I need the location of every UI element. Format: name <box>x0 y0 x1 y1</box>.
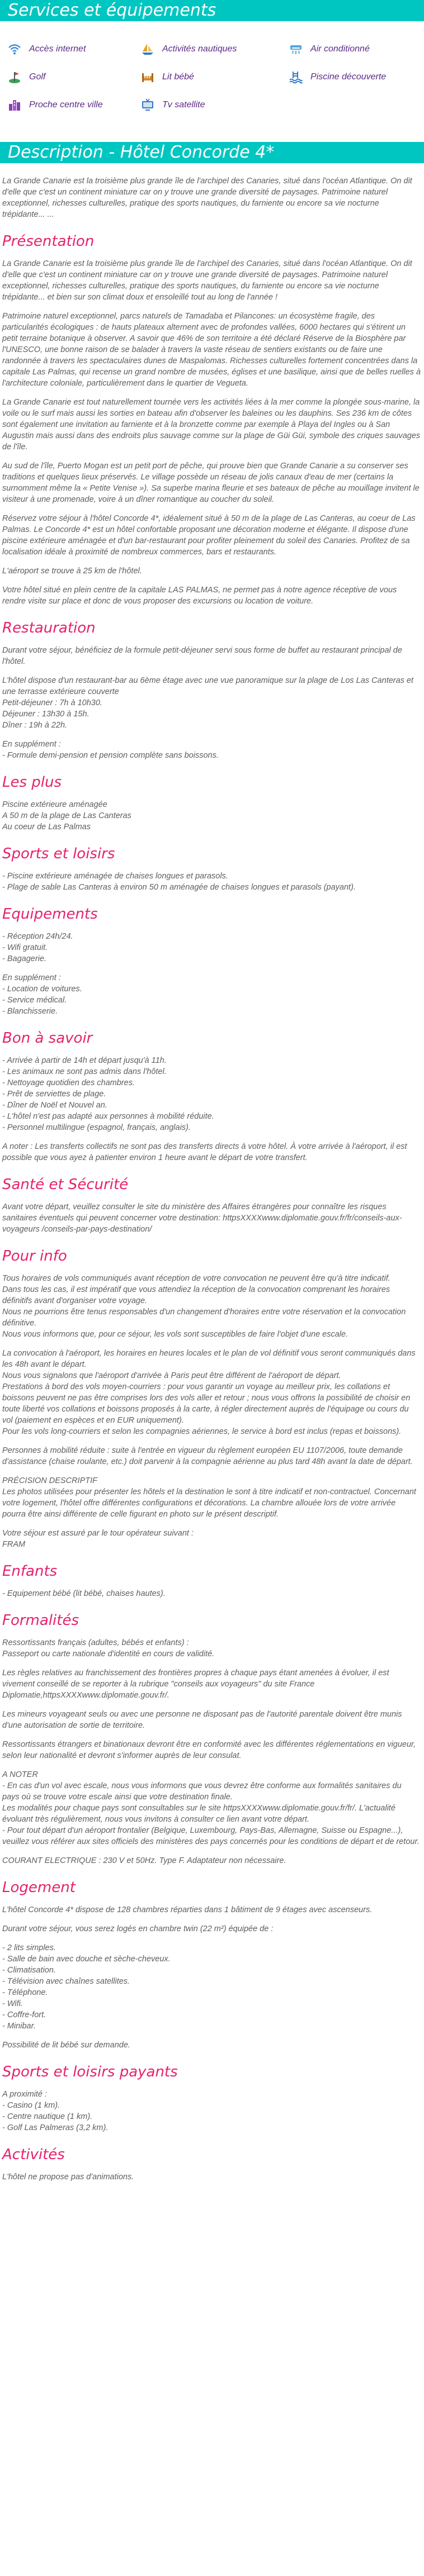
section-logement <box>2 1879 421 2051</box>
text-line: - Réception 24h/24. <box>2 932 73 941</box>
service-label: Activités nautiques <box>162 44 237 54</box>
service-label: Accès internet <box>29 44 86 54</box>
nautical-icon <box>141 42 154 56</box>
section-pour-info <box>2 1247 421 1550</box>
text-line: Petit-déjeuner : 7h à 10h30. <box>2 698 102 707</box>
text-line: Piscine extérieure aménagée <box>2 800 107 809</box>
paragraph <box>2 931 421 964</box>
baby-bed-icon <box>141 70 154 84</box>
text-line: Nous ne pourrions être tenus responsables d'un changement d'horaires entre votre réservation et la convocation définitive. <box>2 1308 406 1328</box>
service-label: Air conditionné <box>310 44 370 54</box>
text-line: Nous vous signalons que l'aéroport d'arrivée à Paris peut être différent de l'aéroport de départ. <box>2 1371 341 1380</box>
text-line: En supplément : <box>2 740 61 749</box>
golf-icon <box>8 70 21 84</box>
paragraph <box>2 1904 421 1916</box>
text-line: L'hôtel ne propose pas d'animations. <box>2 2173 134 2181</box>
paragraph <box>2 584 421 607</box>
text-line: - Arrivée à partir de 14h et départ jusqu'à 11h. <box>2 1056 167 1065</box>
text-line: - Service médical. <box>2 996 67 1005</box>
text-line: Au sud de l'île, Puerto Mogan est un petit port de pêche, qui prouve bien que Grande Canarie a su conserver ses traditions et quelques lieux préservés. Le village possède un réseau de jolis canaux d'eau de mer (certains la surnomment même la « Petite Venise »). Sa superbe marina fleurie et ses bateaux de pêche au mouillage invitent le visiteur à une promenade, voire à un dîner romantique au coucher du soleil. <box>2 462 420 504</box>
section-sports-et-loisirs <box>2 845 421 893</box>
paragraph <box>2 1055 421 1133</box>
paragraph <box>2 1739 421 1761</box>
section-formalites <box>2 1612 421 1866</box>
paragraph <box>2 513 421 558</box>
paragraph <box>2 460 421 505</box>
text-line: FRAM <box>2 1540 26 1549</box>
text-line: - Wifi. <box>2 1999 23 2008</box>
paragraph <box>2 311 421 389</box>
section-title: Equipements <box>2 906 98 923</box>
service-baby-bed <box>141 65 289 89</box>
paragraph <box>2 1709 421 1731</box>
section-title: Sports et loisirs payants <box>2 2064 178 2080</box>
section-title: Enfants <box>2 1563 58 1580</box>
service-city-center <box>8 93 141 117</box>
section-activites <box>2 2146 421 2183</box>
text-line: - En cas d'un vol avec escale, nous vous informons que vous devrez être conforme aux formalités sanitaires du pays où se trouve votre escale ainsi que votre destination finale. <box>2 1781 402 1802</box>
paragraph <box>2 565 421 577</box>
service-label: Lit bébé <box>162 72 194 82</box>
paragraph <box>2 675 421 731</box>
paragraph <box>2 1855 421 1866</box>
text-line: Les photos utilisées pour présenter les hôtels et la destination le sont à titre indicatif et non-contractuel. Concernant votre logement, l'hôtel offre différentes configurations et décorations. La chambre allouée lors de votre arrivée pourra être ainsi différente de celle figurant en photo sur le présent descriptif. <box>2 1487 416 1519</box>
text-line: - Prêt de serviettes de plage. <box>2 1090 106 1099</box>
text-line: La Grande Canarie est tout naturellement tournée vers les activités liées à la mer comme la plongée sous-marine, la voile ou le surf mais aussi les sorties en bateau afin d'observer les baleines ou les dauphins. Ses 236 km de côtes sont également une invitation au farniente et à la bronzette comme par exemple à Playa del Ingles ou à San Augustin mais aussi dans des endroits plus sauvage comme sur la plage de Güi Güi, symbole des criques sauvages de l'île. <box>2 398 421 451</box>
section-title: Activités <box>2 2146 65 2163</box>
service-pool <box>289 65 423 89</box>
service-golf <box>8 65 141 89</box>
paragraph <box>2 1942 421 2032</box>
text-line: Dans tous les cas, il est impératif que vous attendiez la réception de la convocation comprenant les horaires définitifs avant d'organiser votre voyage. <box>2 1285 390 1305</box>
text-line: Pour les vols long-courriers et selon les compagnies aériennes, le service à bord est inclus (repas et boissons). <box>2 1427 402 1436</box>
text-line: - Téléphone. <box>2 1988 48 1997</box>
tv-icon <box>141 98 154 112</box>
text-line: A 50 m de la plage de Las Canteras <box>2 811 131 820</box>
text-line: Tous horaires de vols communiqués avant réception de votre convocation ne peuvent être qu'à titre indicatif. <box>2 1274 390 1283</box>
paragraph <box>2 645 421 667</box>
paragraph <box>2 2171 421 2183</box>
text-line: Votre hôtel situé en plein centre de la capitale LAS PALMAS, ne permet pas à notre agence réceptive de vous rendre visite sur place et donc de vous proposer des excursions ou location de voiture. <box>2 586 397 606</box>
paragraph <box>2 1475 421 1520</box>
section-title: Sports et loisirs <box>2 845 115 862</box>
section-enfants <box>2 1562 421 1599</box>
paragraph <box>2 871 421 893</box>
text-line: Les mineurs voyageant seuls ou avec une personne ne disposant pas de l'autorité parentale doivent être munis d'une autorisation de sortie de territoire. <box>2 1710 402 1730</box>
text-line: - Plage de sable Las Canteras à environ 50 m aménagée de chaises longues et parasols (payant). <box>2 883 356 892</box>
service-internet <box>8 37 141 61</box>
service-label: Proche centre ville <box>29 100 103 110</box>
service-tv <box>141 93 289 117</box>
section-bon-a-savoir <box>2 1029 421 1163</box>
section-equipements <box>2 905 421 1017</box>
text-line: L'hôtel Concorde 4* dispose de 128 chambres réparties dans 1 bâtiment de 9 étages avec ascenseurs. <box>2 1905 373 1914</box>
paragraph <box>2 1445 421 1467</box>
text-line: Déjeuner : 13h30 à 15h. <box>2 710 89 719</box>
text-line: Ressortissants français (adultes, bébés et enfants) : <box>2 1638 189 1647</box>
paragraph <box>2 972 421 1017</box>
description-header: Description - Hôtel Concorde 4* <box>0 142 424 163</box>
text-line: La Grande Canarie est la troisième plus grande île de l'archipel des Canaries, situé dans l'océan Atlantique. On dit d'elle que c'est un continent miniature car on y trouve une grande diversité de paysages. Patrimoine naturel exceptionnel, richesses culturelles, pratique des sports nautiques, du farniente ou encore sa vie nocturne trépidante... et bien sur son climat doux et ensoleillé tout au long de l'année ! <box>2 259 412 302</box>
paragraph <box>2 2040 421 2051</box>
text-line: A noter : Les transferts collectifs ne sont pas des transferts directs à votre hôtel. À votre arrivée à l'aéroport, il est possible que vous ayez à patienter environ 1 heure avant le départ de votre transfert. <box>2 1142 407 1162</box>
services-header: Services et équipements <box>0 0 424 21</box>
text-line: Possibilité de lit bébé sur demande. <box>2 2041 130 2050</box>
paragraph <box>2 1201 421 1235</box>
text-line: COURANT ELECTRIQUE : 230 V et 50Hz. Type F. Adaptateur non nécessaire. <box>2 1856 286 1865</box>
paragraph <box>2 1348 421 1437</box>
text-line: - L'hôtel n'est pas adapté aux personnes à mobilité réduite. <box>2 1112 214 1121</box>
section-title: Présentation <box>2 233 95 250</box>
text-line: En supplément : <box>2 973 61 982</box>
text-line: Avant votre départ, veuillez consulter le site du ministère des Affaires étrangères pour connaître les risques sanitaires éventuels qui peuvent concerner votre destination: httpsXXXXwww.diplomatie.gouv.fr/fr/conseils-aux-voyageurs /conseils-par-pays-destination/ <box>2 1203 402 1234</box>
text-line: - Formule demi-pension et pension complète sans boissons. <box>2 751 219 760</box>
description-content <box>0 163 424 2183</box>
text-line: Patrimoine naturel exceptionnel, parcs naturels de Tamadaba et Pilancones: un écosystème fragile, des particularités écologiques : de hauts plateaux alternent avec de profondes vallées, 6000 hectares qui s'étirent un petit terraine botanique à observer. A savoir que 46% de son territoire a été déclaré Réserve de la Biosphère par l'UNESCO, une bonne raison de se balader à travers la vaste réseau de sentiers existants ou de faire une randonnée à travers les spectaculaires dunes de Maspalomas. Richesses culturelles fortement concentrées dans la capitale Las Palmas, qui recense un grand nombre de musées, églises et une basilique, ainsi que de belles ruelles à l'architecture coloniale, particulièrement dans le quartier de Vegueta. <box>2 312 421 388</box>
service-nautical <box>141 37 289 61</box>
text-line: - Blanchisserie. <box>2 1007 58 1016</box>
text-line: Prestations à bord des vols moyen-courriers : pour vous garantir un voyage au meilleur prix, les collations et boissons peuvent ne pas être comprises lors des vols aller et retour ; nous vous offrons la possibilité de choisir en toute liberté vos collations et boissons proposés à la carte, à régler directement auprès de l'équipage ou cours du vol (paiement en espèces et en EUR uniquement). <box>2 1382 411 1425</box>
text-line: - Coffre-fort. <box>2 2011 46 2019</box>
text-line: Dîner : 19h à 22h. <box>2 721 68 730</box>
text-line: Durant votre séjour, vous serez logés en chambre twin (22 m²) équipée de : <box>2 1924 274 1933</box>
text-line: - Bagagerie. <box>2 954 46 963</box>
paragraph <box>2 1667 421 1701</box>
section-les-plus <box>2 773 421 833</box>
text-line: Les modalités pour chaque pays sont consultables sur le site httpsXXXXwww.diplomatie.gouv.fr/fr/. L'actualité évoluant très régulièrement, nous vous invitons à consulter ce lien avant votre départ. <box>2 1804 395 1824</box>
services-grid <box>0 21 424 121</box>
text-line: Durant votre séjour, bénéficiez de la formule petit-déjeuner servi sous forme de buffet au restaurant principal de l'hôtel. <box>2 646 402 666</box>
section-restauration <box>2 619 421 761</box>
text-line: Réservez votre séjour à l'hôtel Concorde 4*, idéalement situé à 50 m de la plage de Las Canteras, au coeur de Las Palmas. Le Concorde 4* est un hôtel confortable proposant une décoration moderne et élégante. Il dispose d'une piscine extérieure aménagée et d'un bar-restaurant pour profiter pleinement du soleil des Canaries. Profitez de sa localisation idéale à proximité de nombreux commerces, bars et restaurants. <box>2 514 416 557</box>
section-presentation <box>2 232 421 607</box>
paragraph <box>2 1141 421 1163</box>
paragraph <box>2 1588 421 1599</box>
paragraph <box>2 1923 421 1935</box>
paragraph <box>2 1637 421 1660</box>
paragraph <box>2 1273 421 1340</box>
text-line: - Piscine extérieure aménagée de chaises longues et parasols. <box>2 872 228 881</box>
text-line: Les règles relatives au franchissement des frontières propres à chaque pays étant amenées à évoluer, il est vivement conseillé de se reporter à la rubrique "conseils aux voyageurs" du site France Diplomatie,httpsXXXXwww.diplomatie.gouv.fr/. <box>2 1669 389 1700</box>
section-title: Restauration <box>2 620 96 636</box>
section-title: Logement <box>2 1879 76 1896</box>
paragraph <box>2 397 421 453</box>
text-line: - Salle de bain avec douche et sèche-cheveux. <box>2 1955 171 1964</box>
text-line: - Centre nautique (1 km). <box>2 2112 93 2121</box>
text-line: Personnes à mobilité réduite : suite à l'entrée en vigueur du règlement européen EU 1107/2006, toute demande d'assistance (chaise roulante, etc.) doit parvenir à la compagnie aérienne au plus tard 48h avant la date de départ. <box>2 1446 413 1466</box>
text-line: - Wifi gratuit. <box>2 943 48 952</box>
section-sports-et-loisirs-payants <box>2 2063 421 2133</box>
text-line: Passeport ou carte nationale d'identité en cours de validité. <box>2 1650 215 1658</box>
text-line: L'hôtel dispose d'un restaurant-bar au 6ème étage avec une vue panoramique sur la plage de Los Las Canteras et une terrasse extérieure couverte <box>2 676 414 696</box>
city-center-icon <box>8 98 21 112</box>
text-line: A NOTER <box>2 1770 38 1779</box>
paragraph <box>2 258 421 303</box>
service-label: Golf <box>29 72 46 82</box>
text-line: Ressortissants étrangers et binationaux devront être en conformité avec les différentes réglementations en vigueur, selon leur nationalité et devront s'informer auprès de leur consulat. <box>2 1740 416 1760</box>
text-line: Nous vous informons que, pour ce séjour, les vols sont susceptibles de faire l'objet d'une escale. <box>2 1330 348 1339</box>
text-line: - Casino (1 km). <box>2 2101 60 2110</box>
service-label: Piscine découverte <box>310 72 387 82</box>
service-air-conditioning <box>289 37 423 61</box>
text-line: - Pour tout départ d'un aéroport frontalier (Belgique, Luxembourg, Pays-Bas, Allemagne, Suisse ou Espagne...), veuillez vous référer aux sites officiels des ministères des pays concernés pour les conditions de départ et de retour. <box>2 1826 420 1846</box>
section-sante-et-securite <box>2 1176 421 1235</box>
text-line: - Les animaux ne sont pas admis dans l'hôtel. <box>2 1067 167 1076</box>
text-line: - Dîner de Noël et Nouvel an. <box>2 1101 107 1110</box>
text-line: La convocation à l'aéroport, les horaires en heures locales et le plan de vol définitif vous seront communiqués dans les 48h avant le départ. <box>2 1349 416 1369</box>
text-line: - Location de voitures. <box>2 985 82 994</box>
wifi-icon <box>8 42 21 56</box>
text-line: - Climatisation. <box>2 1966 56 1975</box>
text-line: Votre séjour est assuré par le tour opérateur suivant : <box>2 1529 194 1538</box>
text-line: - 2 lits simples. <box>2 1943 56 1952</box>
paragraph <box>2 1528 421 1550</box>
section-title: Les plus <box>2 774 62 791</box>
text-line: - Equipement bébé (lit bébé, chaises hautes). <box>2 1589 166 1598</box>
text-line: - Personnel multilingue (espagnol, français, anglais). <box>2 1123 191 1132</box>
description-intro: La Grande Canarie est la troisième plus grande île de l'archipel des Canaries, situé dans l'océan Atlantique. On dit d'elle que c'est un continent miniature car on y trouve une grande diversité de paysages. Patrimoine naturel exceptionnel, richesses culturelles, pratique des sports nautiques, du farniente ou encore sa vie nocturne trépidante... ... <box>2 177 412 219</box>
text-line: PRÉCISION DESCRIPTIF <box>2 1476 97 1485</box>
paragraph <box>2 739 421 761</box>
text-line: L'aéroport se trouve à 25 km de l'hôtel. <box>2 567 142 576</box>
section-title: Formalités <box>2 1612 79 1629</box>
section-title: Santé et Sécurité <box>2 1176 129 1193</box>
air-conditioning-icon <box>289 42 303 56</box>
text-line: - Nettoyage quotidien des chambres. <box>2 1078 135 1087</box>
text-line: - Minibar. <box>2 2022 36 2031</box>
paragraph <box>2 2089 421 2133</box>
text-line: - Télévision avec chaînes satellites. <box>2 1977 130 1986</box>
pool-icon <box>289 70 303 84</box>
paragraph <box>2 799 421 833</box>
text-line: A proximité : <box>2 2090 48 2099</box>
description-sections <box>2 232 421 2183</box>
paragraph <box>2 1769 421 1847</box>
service-label: Tv satellite <box>162 100 205 110</box>
section-title: Pour info <box>2 1248 67 1265</box>
section-title: Bon à savoir <box>2 1030 93 1047</box>
text-line: - Golf Las Palmeras (3,2 km). <box>2 2123 109 2132</box>
text-line: Au coeur de Las Palmas <box>2 823 91 831</box>
